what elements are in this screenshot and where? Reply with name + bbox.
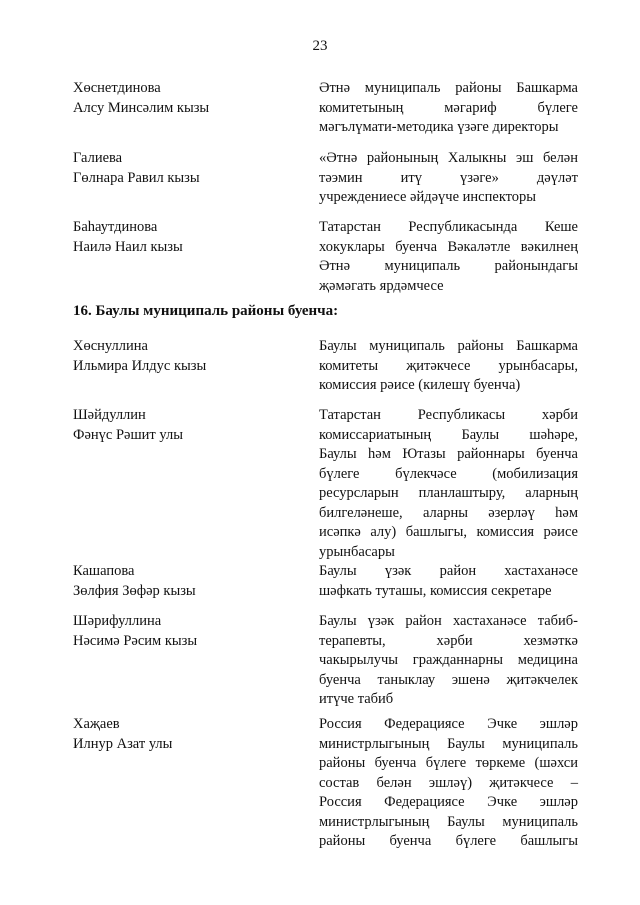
person-name <box>73 218 303 257</box>
position-line: комиссия рәисе (килешү буенча) <box>319 377 521 393</box>
position-line: тәэмин итү үзәге» дәүләт <box>319 169 578 186</box>
position-line: исәпкә алу) башлыгы, комиссия рәисе <box>319 524 578 540</box>
position-line: учреждениесе әйдәүче инспекторы <box>319 189 537 205</box>
position-line: Татарстан Республикасында Кеше <box>319 219 578 235</box>
person-position <box>319 218 578 296</box>
position-line: Әтнә муниципаль районындагы <box>319 258 578 274</box>
position-line: мәгълүмати-методика үзәге директоры <box>319 119 559 135</box>
position-line: билгеләнеше, аларны әзерләү һәм <box>319 504 578 521</box>
given-name: Алсу Минсәлим кызы <box>73 99 210 116</box>
position-line: министрлыгының Баулы муниципаль <box>319 813 578 830</box>
surname: Шәйдуллин <box>73 407 146 423</box>
given-name: Илнур Азат улы <box>73 735 173 752</box>
person-position <box>319 715 578 852</box>
person-position <box>319 612 578 710</box>
given-name: Гөлнара Равил кызы <box>73 169 200 186</box>
position-line: районы буенча бүлеге төркеме (шәхси <box>319 755 578 771</box>
given-name: Ильмира Илдус кызы <box>73 357 207 374</box>
position-line: терапевты, хәрби хезмәткә <box>319 632 578 649</box>
position-line: «Әтнә районының Халыкны эш белән <box>319 150 578 166</box>
person-position <box>319 149 578 208</box>
person-position <box>319 406 578 562</box>
position-line: комитетының мәгариф бүлеге <box>319 99 578 116</box>
person-name <box>73 337 303 376</box>
position-line: районы буенча бүлеге башлыгы <box>319 833 578 849</box>
page-number: 23 <box>312 38 328 54</box>
position-line: чакырылучы гражданнарны медицина <box>319 652 578 668</box>
position-line: Баулы үзәк район хастаханәсе табиб- <box>319 613 578 629</box>
position-line: урынбасары <box>319 543 395 560</box>
person-name <box>73 79 303 118</box>
given-name: Зөлфия Зөфәр кызы <box>73 582 196 599</box>
position-line: бүлеге бүлекчәсе (мобилизация <box>319 465 578 482</box>
position-line: буенча таныклау эшенә җитәкчелек <box>319 671 578 688</box>
position-line: министрлыгының Баулы муниципаль <box>319 735 578 752</box>
person-name <box>73 612 303 651</box>
given-name: Наилә Наил кызы <box>73 238 183 255</box>
person-position <box>319 562 578 601</box>
position-line: җәмәгать ярдәмчесе <box>319 277 444 294</box>
person-name <box>73 715 303 754</box>
position-line: Татарстан Республикасы хәрби <box>319 407 578 423</box>
person-position <box>319 337 578 396</box>
position-line: Әтнә муниципаль районы Башкарма <box>319 80 578 96</box>
position-line: Россия Федерациясе Эчке эшләр <box>319 716 578 732</box>
person-name <box>73 406 303 445</box>
position-line: хокуклары буенча Вәкаләтле вәкилнең <box>319 238 578 255</box>
surname: Хөснуллина <box>73 338 148 354</box>
person-name <box>73 562 303 601</box>
surname: Кашапова <box>73 563 135 579</box>
position-line: Россия Федерациясе Эчке эшләр <box>319 794 578 810</box>
position-line: шәфкать туташы, комиссия секретаре <box>319 582 552 599</box>
person-position <box>319 79 578 138</box>
position-line: комиссариатының Баулы шәһәре, <box>319 426 578 443</box>
position-line: Баулы муниципаль районы Башкарма <box>319 338 578 354</box>
given-name: Нәсимә Рәсим кызы <box>73 632 198 649</box>
position-line: Баулы үзәк район хастаханәсе <box>319 563 578 579</box>
surname: Баһаутдинова <box>73 219 158 235</box>
surname: Галиева <box>73 150 123 166</box>
person-name <box>73 149 303 188</box>
position-line: ресурсларын планлаштыру, аларның <box>319 485 578 501</box>
given-name: Фәнүс Рәшит улы <box>73 426 183 443</box>
surname: Шәрифуллина <box>73 613 162 629</box>
position-line: Баулы һәм Ютазы районнары буенча <box>319 446 578 462</box>
surname: Хаҗаев <box>73 716 120 732</box>
position-line: итүче табиб <box>319 691 394 707</box>
position-line: состав белән эшләү) җитәкчесе – <box>319 774 578 791</box>
position-line: комитеты җитәкчесе урынбасары, <box>319 357 578 374</box>
surname: Хөснетдинова <box>73 80 161 96</box>
section-heading: 16. Баулы муниципаль районы буенча: <box>73 303 339 319</box>
